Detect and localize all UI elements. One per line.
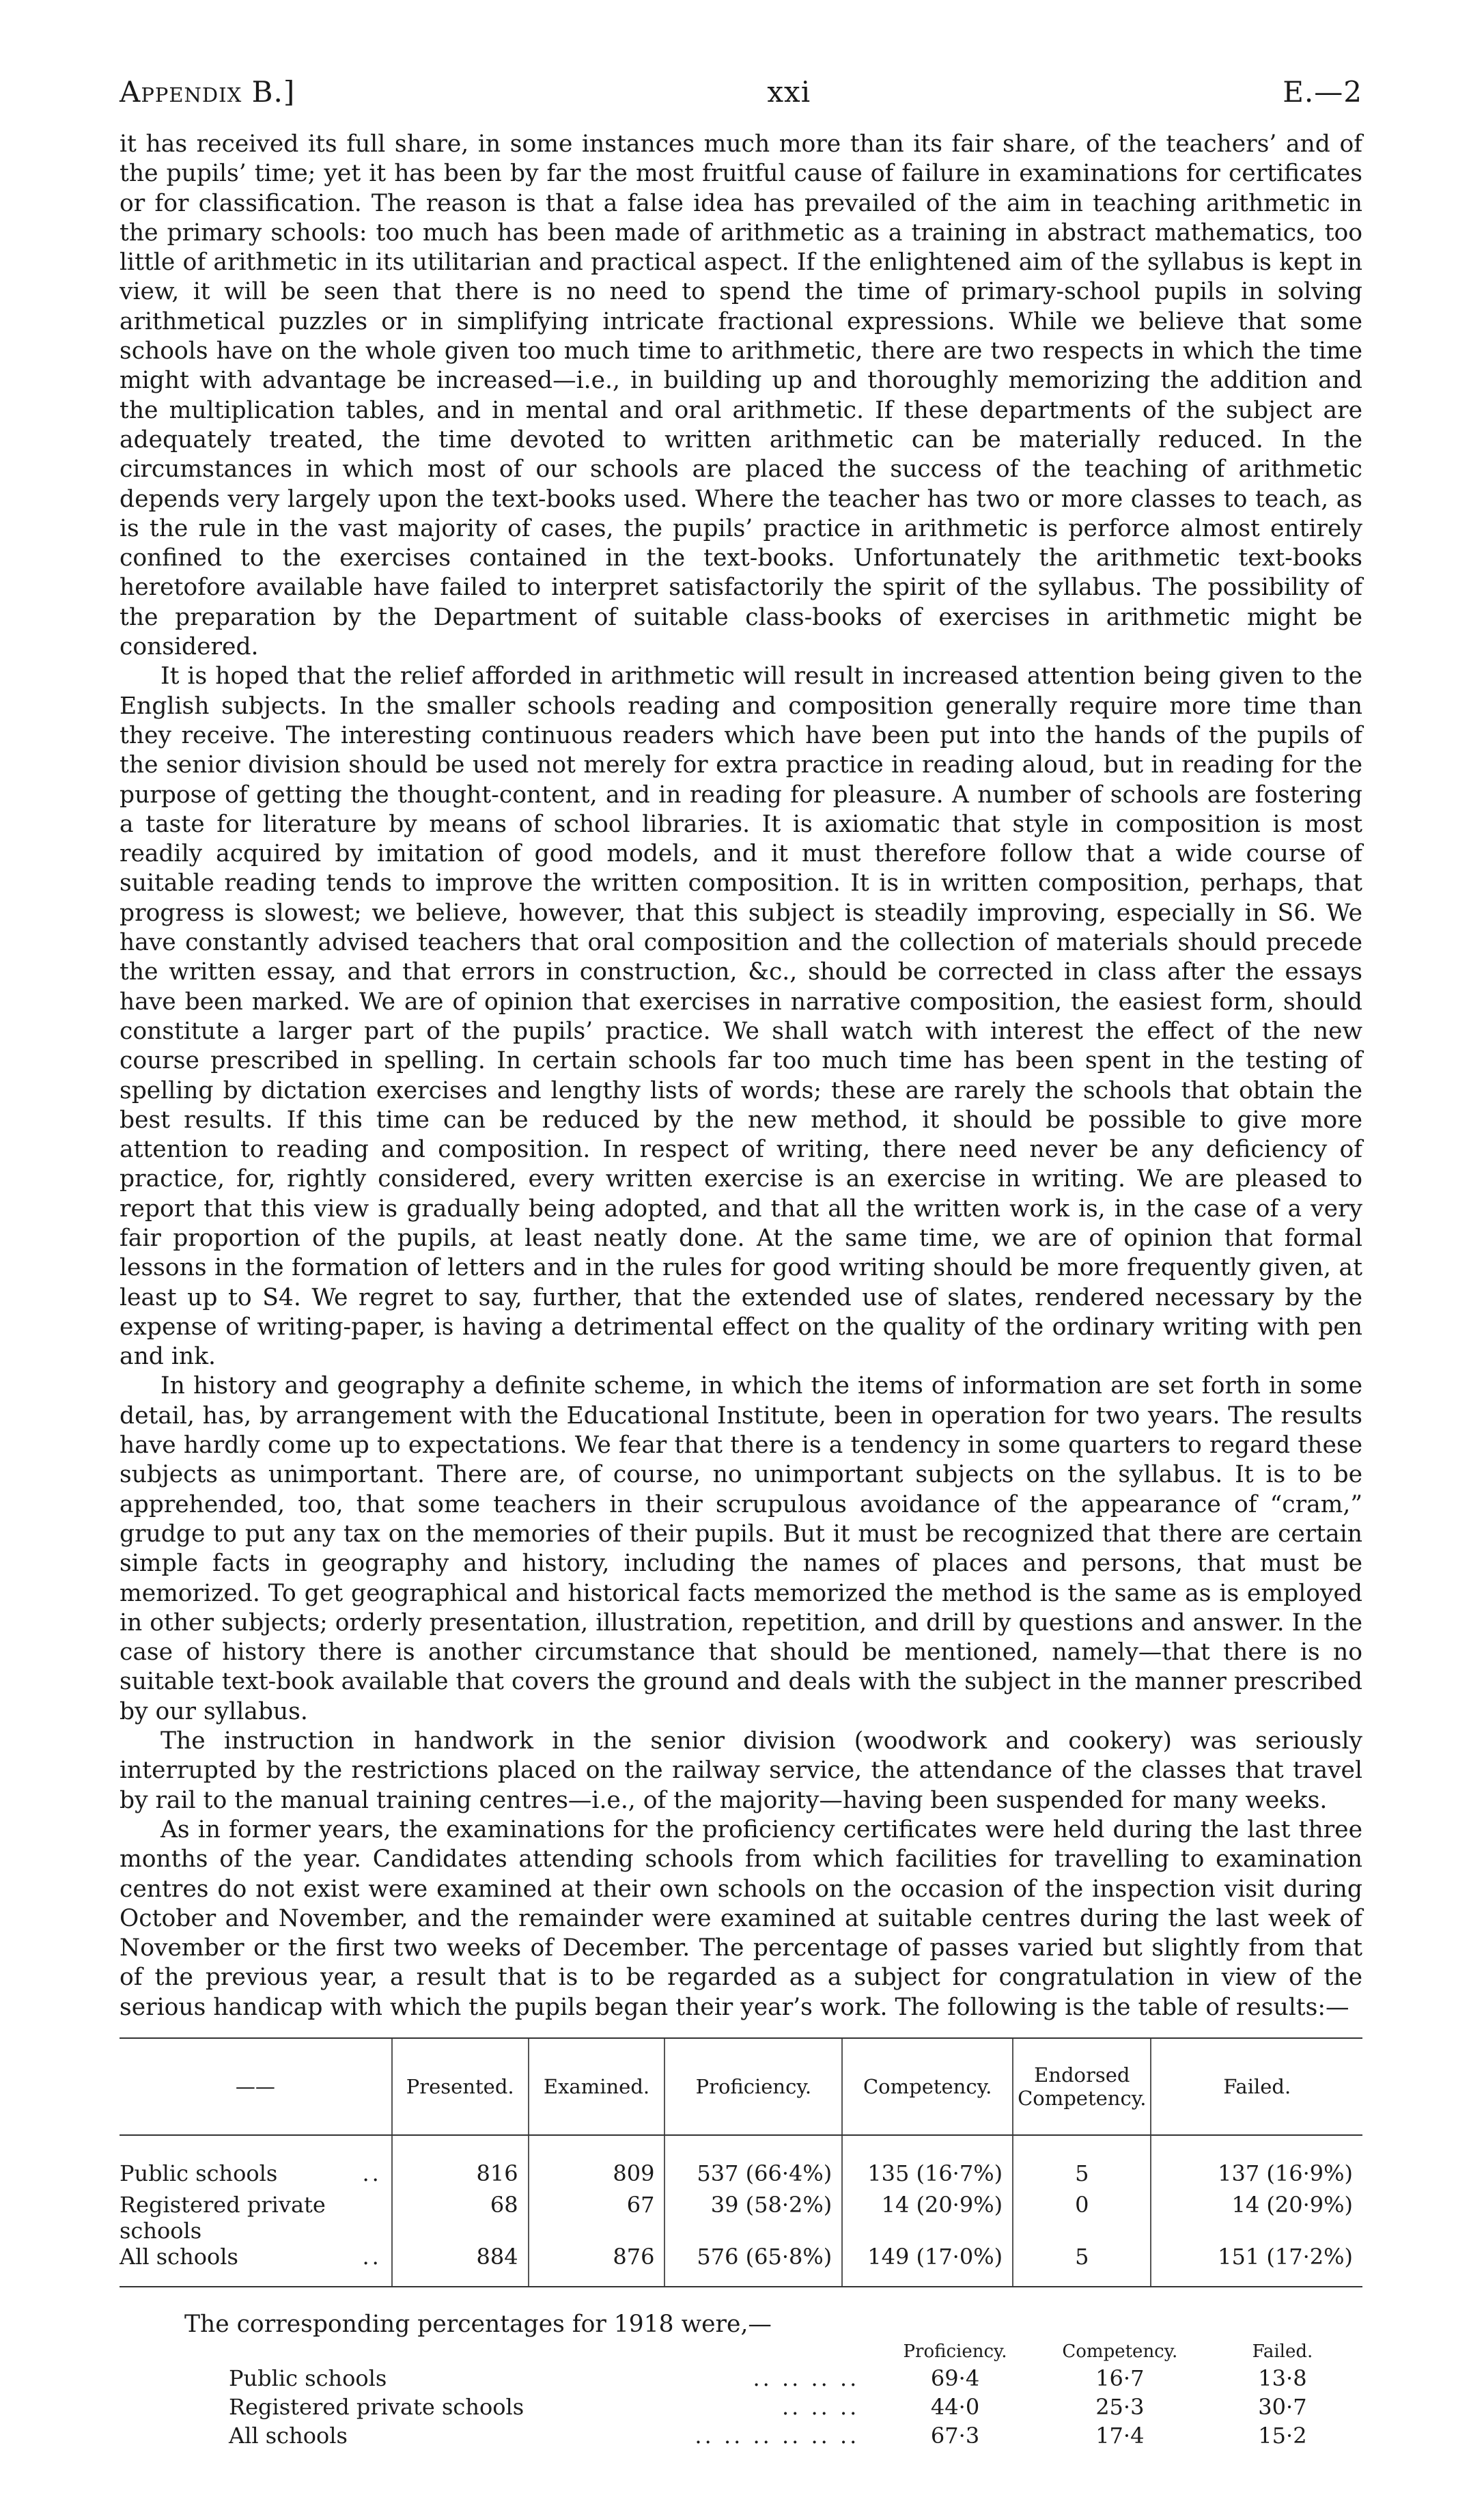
header-competency: Competency. [1062, 2341, 1178, 2362]
paragraph-history-geography: In history and geography a definite scheme, in which the items of information are set forth in some detail, has, by arrangement with the Educational Institute, been in operation for two years. The results have hardly come up to expectations. We fear that there is a tendency in some quarters to regard these subjects as unimportant. There are, of course, no unimportant subjects on the syllabus. It is to be apprehended, too, that some teachers in their scrupulous avoidance of the appearance of “cram,” grudge to put any tax on the memories of their pupils. But it must be recognized that there are certain simple facts in geography and history, including the names of places and persons, that must be memorized. To get geographical and historical facts memorized the method is the same as is employed in other subjects; orderly presentation, illustration, repetition, and drill by questions and answer. In the case of history there is another circumstance that should be mentioned, namely—that there is no suitable text-book available that covers the ground and deals with the subject in the manner prescribed by our syllabus. [120, 1372, 1362, 1725]
percentages-header-row [229, 2339, 1362, 2364]
table-row [120, 2192, 1362, 2244]
paragraph-examinations: As in former years, the examinations for the proficiency certificates were held during the last three months of the year. Candidates attending schools from which facilities for travelling to examination centres do not exist were examined at their own schools on the occasion of the inspection visit during October and November, and the remainder were examined at suitable centres during the last week of November or the first two weeks of December. The percentage of passes varied but slightly from that of the previous year, a result that is to be regarded as a subject for congratulation in view of the serious handicap with which the pupils began their year’s work. The following is the table of results:— [120, 1815, 1362, 2021]
presented-cell: 816 [392, 2160, 529, 2192]
proficiency-cell: 67·3 [930, 2423, 980, 2449]
header-competency: Competency. [842, 2038, 1013, 2135]
competency-cell: 135 (16·7%) [842, 2160, 1013, 2192]
failed-cell: 14 (20·9%) [1151, 2192, 1362, 2244]
proficiency-cell: 44·0 [930, 2394, 980, 2420]
paragraph-english: It is hoped that the relief afforded in arithmetic will result in increased attention being given to the English subjects. In the smaller schools reading and composition generally require more time than they receive. The interesting continuous readers which have been put into the hands of the pupils of the senior division should be used not merely for extra practice in reading aloud, but in reading for the purpose of getting the thought-content, and in reading for pleasure. A number of schools are fostering a taste for literature by means of school libraries. It is axiomatic that style in composition is most readily acquired by imitation of good models, and it must therefore follow that a wide course of suitable reading tends to improve the written composition. It is in written composition, perhaps, that progress is slowest; we believe, however, that this subject is steadily improving, especially in S6. We have constantly advised teachers that oral composition and the collection of materials should precede the written essay, and that errors in construction, &c., should be corrected in class after the essays have been marked. We are of opinion that exercises in narrative composition, the easiest form, should constitute a larger part of the pupils’ practice. We shall watch with interest the effect of the new course prescribed in spelling. In certain schools far too much time has been spent in the testing of spelling by dictation exercises and lengthy lists of words; these are rarely the schools that obtain the best results. If this time can be reduced by the new method, it should be possible to give more attention to reading and composition. In respect of writing, there need never be any deficiency of practice, for, rightly considered, every written exercise is an exercise in writing. We are pleased to report that this view is gradually being adopted, and that all the written work is, in the case of a very fair proportion of the pupils, at least neatly done. At the same time, we are of opinion that formal lessons in the formation of letters and in the rules for good writing should be more frequently given, at least up to S4. We regret to say, further, that the extended use of slates, rendered necessary by the expense of writing-paper, is having a detrimental effect on the quality of the ordinary writing with pen and ink. [120, 663, 1362, 1371]
competency-cell: 14 (20·9%) [842, 2192, 1013, 2244]
row-label: All schools .. .. .. .. .. .. [229, 2423, 860, 2449]
row-label: Registered private schools [120, 2192, 326, 2244]
header-presented: Presented. [392, 2038, 529, 2135]
body-text [120, 130, 1362, 2022]
endorsed-cell: 5 [1013, 2160, 1151, 2192]
examined-cell: 809 [529, 2160, 665, 2192]
competency-cell: 25·3 [1095, 2394, 1145, 2420]
failed-cell: 151 (17·2%) [1151, 2244, 1362, 2287]
proficiency-cell: 537 (66·4%) [664, 2160, 842, 2192]
proficiency-cell: 69·4 [930, 2365, 980, 2391]
header-proficiency: Proficiency. [664, 2038, 842, 2135]
table-row [229, 2393, 1362, 2421]
table-row [229, 2421, 1362, 2450]
table-row [229, 2364, 1362, 2393]
paragraph-arithmetic: it has received its full share, in some instances much more than its fair share, of the teachers’ and of the pupils’ time; yet it has been by far the most fruitful cause of failure in examinations for certificates or for classification. The reason is that a false idea has prevailed of the aim in teaching arithmetic in the primary schools: too much has been made of arithmetic as a training in abstract mathematics, too little of arithmetic in its utilitarian and practical aspect. If the enlightened aim of the syllabus is kept in view, it will be seen that there is no need to spend the time of primary-school pupils in solving arithmetical puzzles or in simplifying intricate fractional expressions. While we believe that some schools have on the whole given too much time to arithmetic, there are two respects in which the time might with advantage be increased—i.e., in building up and thoroughly memorizing the addition and the multiplication tables, and in mental and oral arithmetic. If these departments of the subject are adequately treated, the time devoted to written arithmetic can be materially reduced. In the circumstances in which most of our schools are placed the success of the teaching of arithmetic depends very largely upon the text-books used. Where the teacher has two or more classes to teach, as is the rule in the vast majority of cases, the pupils’ practice in arithmetic is perforce almost entirely confined to the exercises contained in the text-books. Unfortunately the arithmetic text-books heretofore available have failed to interpret satisfactorily the spirit of the syllabus. The possibility of the preparation by the Department of suitable class-books of exercises in arithmetic might be considered. [120, 130, 1362, 661]
examined-cell: 876 [529, 2244, 665, 2287]
percentages-1918-intro: The corresponding percentages for 1918 were,— [184, 2311, 772, 2338]
presented-cell: 884 [392, 2244, 529, 2287]
page-number: xxi [767, 75, 811, 109]
results-table [120, 2037, 1362, 2287]
document-code: E.—2 [1283, 75, 1362, 109]
appendix-label: Appendix B.] [120, 75, 296, 109]
table-row [120, 2244, 1362, 2287]
row-label: Public schools .. .. .. .. [229, 2365, 860, 2391]
paragraph-handwork: The instruction in handwork in the senior division (woodwork and cookery) was seriously interrupted by the restrictions placed on the railway service, the attendance of the classes that travel by rail to the manual training centres—i.e., of the majority—having been suspended for many weeks. [120, 1727, 1362, 1814]
spacer-row [120, 2135, 1362, 2160]
competency-cell: 149 (17·0%) [842, 2244, 1013, 2287]
competency-cell: 17·4 [1095, 2423, 1145, 2449]
percentages-1918-table [229, 2339, 1362, 2450]
endorsed-cell: 5 [1013, 2244, 1151, 2287]
header-endorsed-competency: Endorsed Competency. [1013, 2038, 1151, 2135]
results-header-row [120, 2038, 1362, 2135]
failed-cell: 15·2 [1258, 2423, 1307, 2449]
page [120, 75, 1362, 2450]
failed-cell: 30·7 [1258, 2394, 1307, 2420]
competency-cell: 16·7 [1095, 2365, 1145, 2391]
row-label: Registered private schools .. .. .. [229, 2394, 860, 2420]
row-label: Public schools .. [120, 2160, 382, 2186]
header-failed: Failed. [1252, 2341, 1313, 2362]
failed-cell: 137 (16·9%) [1151, 2160, 1362, 2192]
examined-cell: 67 [529, 2192, 665, 2244]
header-blank: —— [120, 2038, 392, 2135]
header-failed: Failed. [1151, 2038, 1362, 2135]
proficiency-cell: 576 (65·8%) [664, 2244, 842, 2287]
row-label: All schools .. [120, 2244, 392, 2287]
endorsed-cell: 0 [1013, 2192, 1151, 2244]
header-proficiency: Proficiency. [903, 2341, 1007, 2362]
header-examined: Examined. [529, 2038, 665, 2135]
table-row [120, 2160, 1362, 2192]
proficiency-cell: 39 (58·2%) [664, 2192, 842, 2244]
page-header [120, 75, 1362, 130]
presented-cell: 68 [392, 2192, 529, 2244]
failed-cell: 13·8 [1258, 2365, 1307, 2391]
